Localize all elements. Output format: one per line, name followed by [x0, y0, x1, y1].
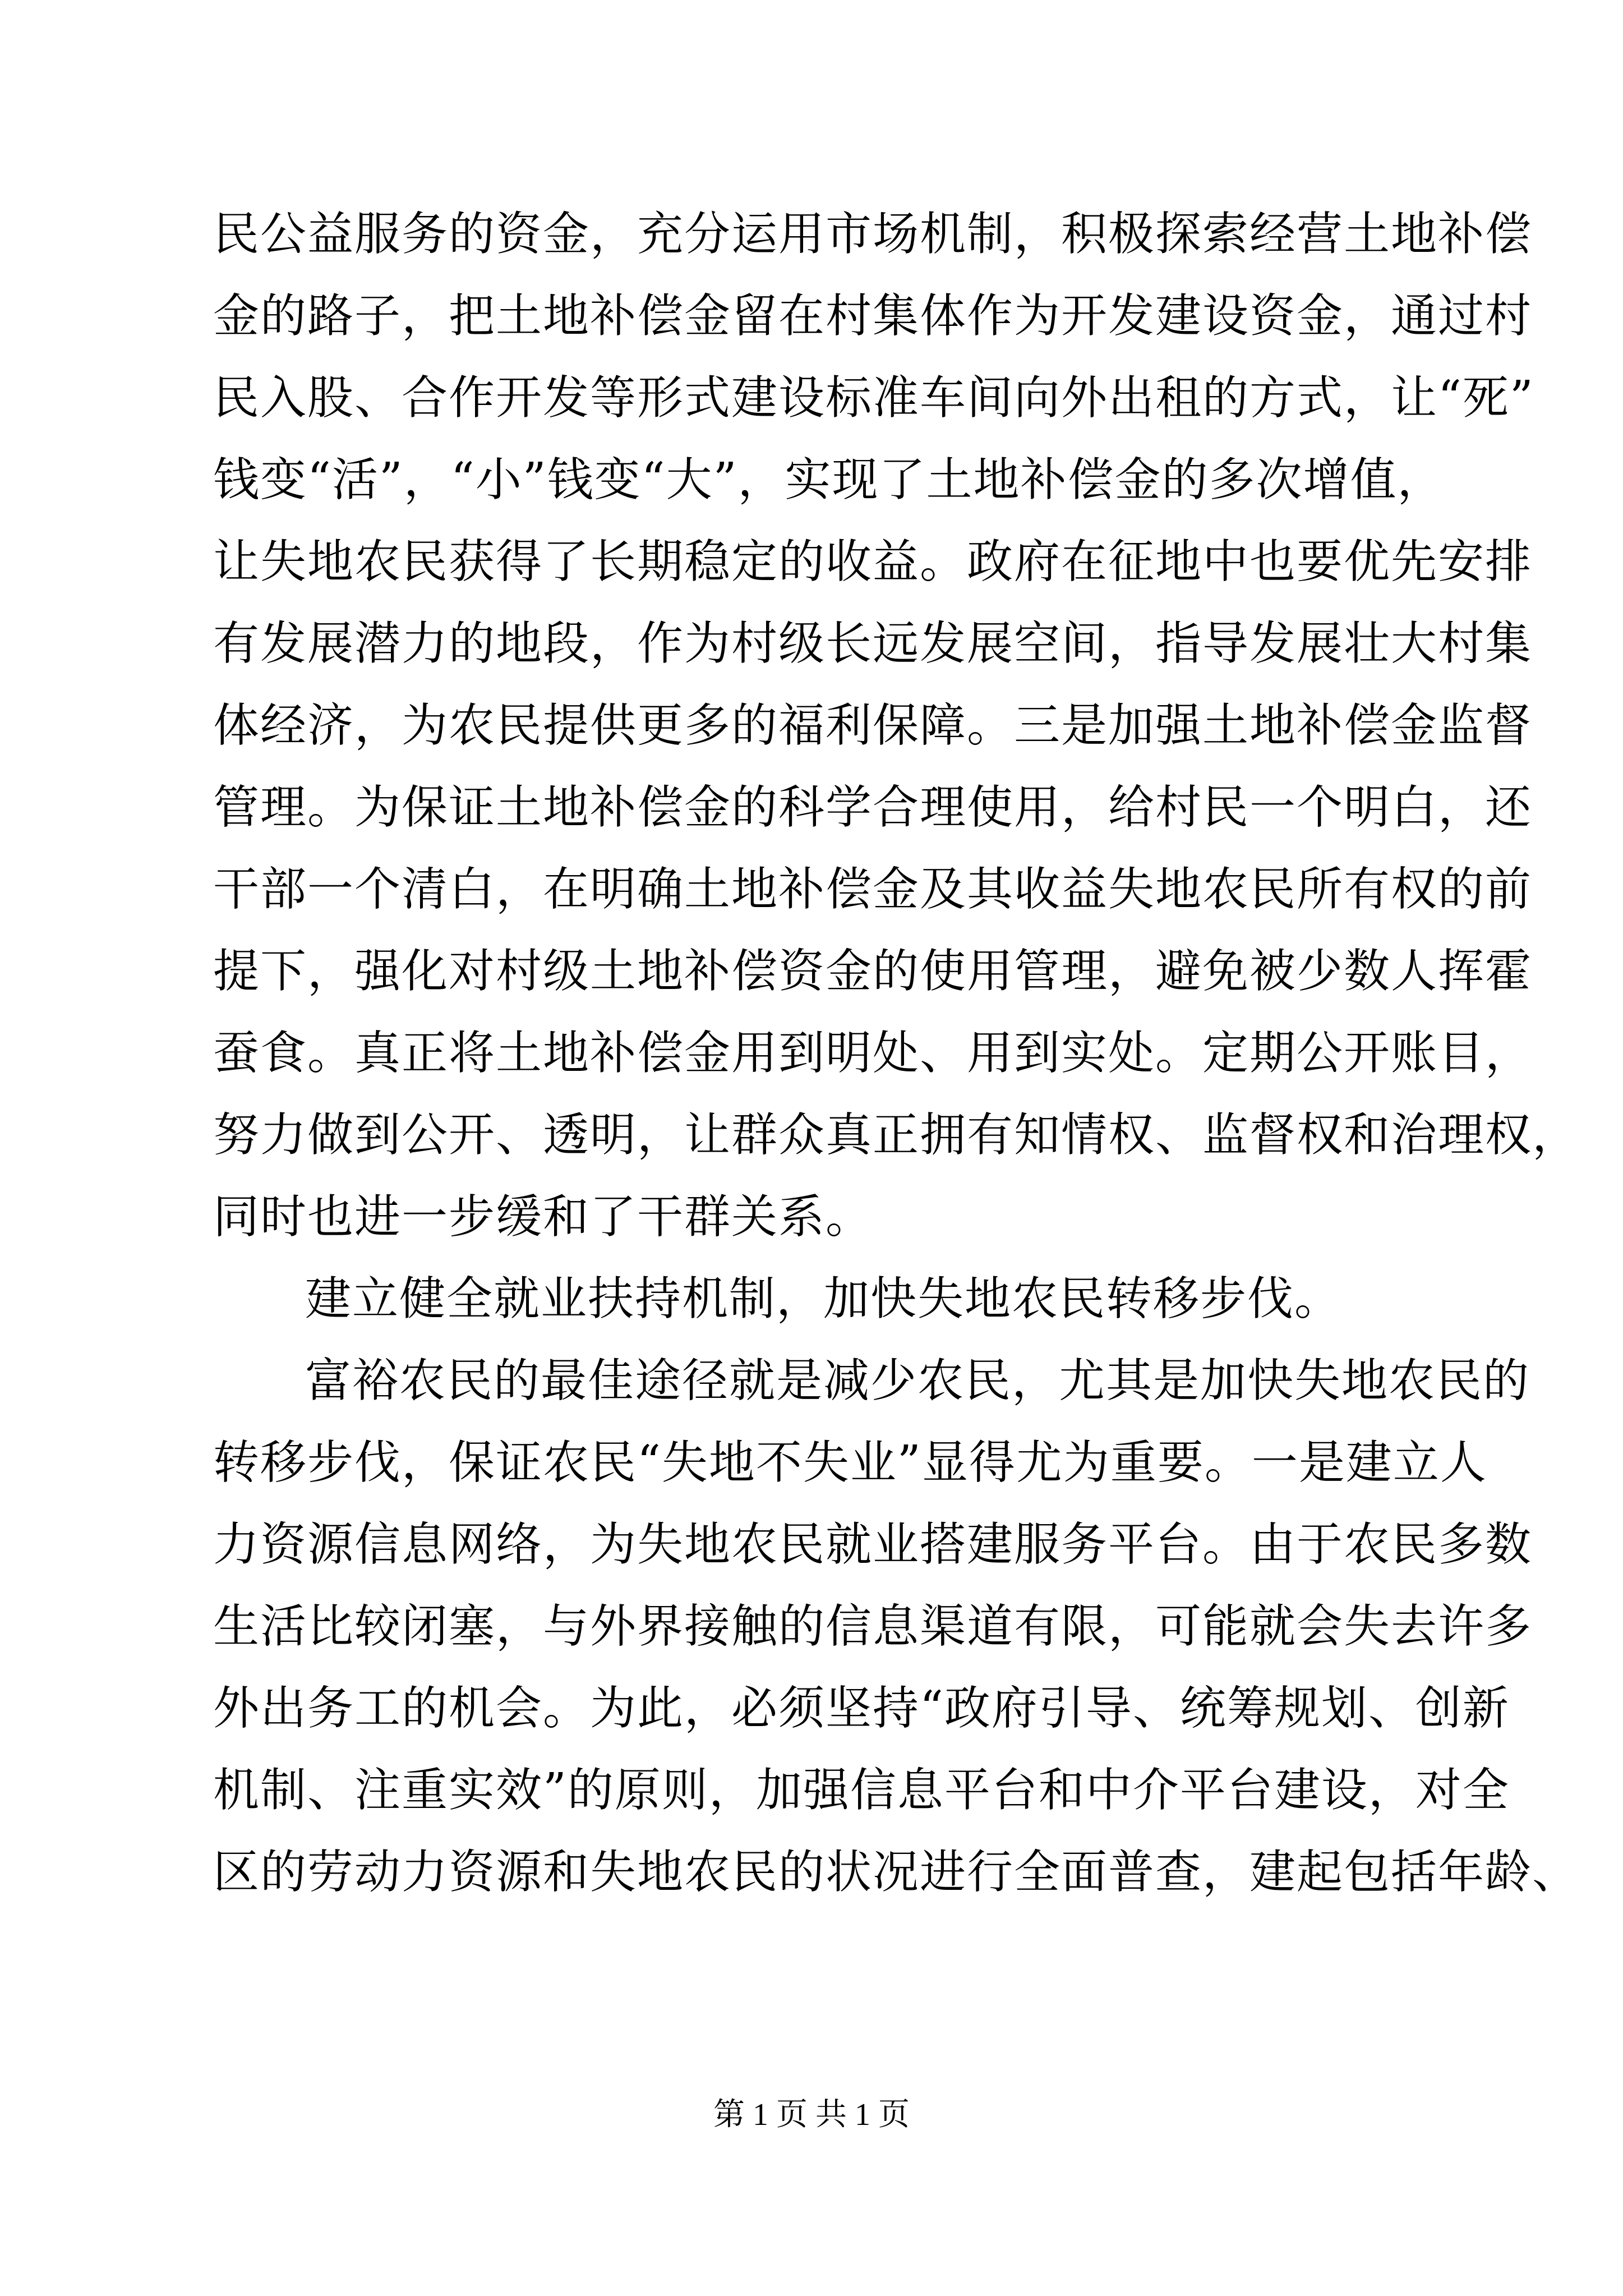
section-heading: 建立健全就业扶持机制，加快失地农民转移步伐。 — [305, 1272, 1342, 1326]
text-line: 生活比较闭塞，与外界接触的信息渠道有限，可能就会失去许多 — [213, 1600, 1533, 1653]
text-line: 干部一个清白，在明确土地补偿金及其收益失地农民所有权的前 — [213, 863, 1533, 916]
body-text — [213, 194, 1580, 1913]
page-number-label: 第 1 页 共 1 页 — [713, 2097, 910, 2132]
text-line: 民入股、合作开发等形式建设标准车间向外出租的方式，让“死” — [213, 371, 1534, 425]
text-line: 提下，强化对村级土地补偿资金的使用管理，避免被少数人挥霍 — [213, 945, 1533, 998]
text-line: 力资源信息网络，为失地农民就业搭建服务平台。由于农民多数 — [213, 1518, 1533, 1571]
text-line: 富裕农民的最佳途径就是减少农民，尤其是加快失地农民的 — [305, 1354, 1530, 1407]
text-line: 让失地农民获得了长期稳定的收益。政府在征地中也要优先安排 — [213, 535, 1533, 588]
text-line: 外出务工的机会。为此，必须坚持“政府引导、统筹规划、创新 — [213, 1682, 1510, 1735]
text-line: 民公益服务的资金，充分运用市场机制，积极探索经营土地补偿 — [213, 208, 1533, 261]
text-line: 努力做到公开、透明，让群众真正拥有知情权、监督权和治理权， — [213, 1108, 1580, 1162]
text-line: 钱变“活”，“小”钱变“大”，实现了土地补偿金的多次增值， — [213, 453, 1445, 507]
text-line: 机制、注重实效”的原则，加强信息平台和中介平台建设，对全 — [213, 1764, 1510, 1817]
text-line: 有发展潜力的地段，作为村级长远发展空间，指导发展壮大村集 — [213, 617, 1533, 670]
text-line: 同时也进一步缓和了干群关系。 — [213, 1190, 873, 1244]
text-line: 蚕食。真正将土地补偿金用到明处、用到实处。定期公开账目， — [213, 1027, 1533, 1080]
page-footer — [0, 2092, 1623, 2137]
text-line: 转移步伐，保证农民“失地不失业”显得尤为重要。一是建立人 — [213, 1436, 1487, 1489]
text-line: 金的路子，把土地补偿金留在村集体作为开发建设资金，通过村 — [213, 289, 1533, 343]
text-line: 管理。为保证土地补偿金的科学合理使用，给村民一个明白，还 — [213, 781, 1533, 834]
text-line: 区的劳动力资源和失地农民的状况进行全面普查，建起包括年龄、 — [213, 1846, 1580, 1899]
text-line: 体经济，为农民提供更多的福利保障。三是加强土地补偿金监督 — [213, 699, 1533, 752]
